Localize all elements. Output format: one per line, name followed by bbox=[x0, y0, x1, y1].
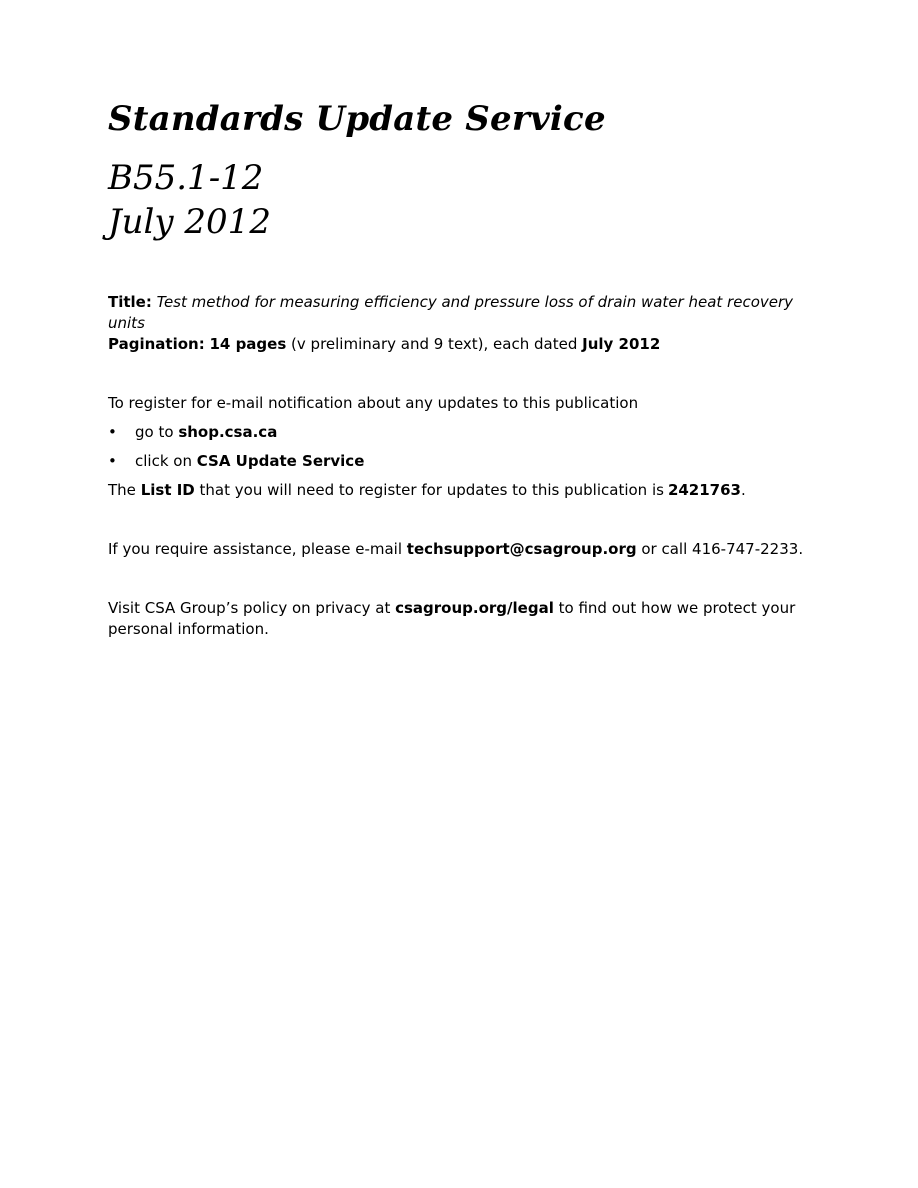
document-page bbox=[108, 96, 808, 640]
support-phone: 416-747-2233 bbox=[692, 540, 799, 558]
pagination-label: Pagination: bbox=[108, 335, 205, 353]
update-service-link[interactable]: CSA Update Service bbox=[196, 452, 365, 470]
assistance-prefix: If you require assistance, please e-mail bbox=[108, 540, 402, 558]
title-text: Test method for measuring efficiency and pressure loss of drain water heat recovery units bbox=[108, 293, 794, 332]
title-label: Title: bbox=[108, 293, 152, 311]
edition-date: July 2012 bbox=[108, 202, 271, 242]
title-block bbox=[108, 292, 808, 355]
list-id-end: . bbox=[741, 481, 746, 499]
bullet: • bbox=[108, 423, 117, 441]
title-line bbox=[108, 292, 808, 334]
assistance-middle: or call bbox=[641, 540, 688, 558]
privacy-link[interactable]: csagroup.org/legal bbox=[395, 599, 554, 617]
list-id-label: List ID bbox=[140, 481, 195, 499]
privacy-suffix: to find out how we protect your personal information. bbox=[108, 599, 796, 638]
pagination-line bbox=[108, 334, 808, 355]
list-id-prefix: The bbox=[108, 481, 136, 499]
pagination-pages: 14 pages bbox=[209, 335, 287, 353]
shop-link[interactable]: shop.csa.ca bbox=[178, 423, 278, 441]
register-intro: To register for e-mail notification about any updates to this publication bbox=[108, 394, 639, 412]
page-heading: Standards Update Service bbox=[108, 99, 606, 139]
list-item bbox=[108, 451, 808, 472]
pagination-detail: (v preliminary and 9 text), each dated bbox=[291, 335, 578, 353]
step1-prefix: go to bbox=[135, 423, 174, 441]
privacy-line bbox=[108, 598, 808, 640]
assistance-line bbox=[108, 539, 808, 560]
list-id-middle: that you will need to register for updates to this publication is bbox=[199, 481, 664, 499]
list-id-line bbox=[108, 480, 808, 501]
bullet: • bbox=[108, 452, 117, 470]
register-steps bbox=[108, 422, 808, 472]
step2-prefix: click on bbox=[135, 452, 192, 470]
list-item bbox=[108, 422, 808, 443]
privacy-prefix: Visit CSA Group’s policy on privacy at bbox=[108, 599, 391, 617]
support-email-link[interactable]: techsupport@csagroup.org bbox=[406, 540, 637, 558]
assistance-end: . bbox=[798, 540, 804, 558]
standard-designation: B55.1-12 bbox=[108, 158, 264, 198]
list-id-value: 2421763 bbox=[667, 481, 741, 499]
pagination-date: July 2012 bbox=[582, 335, 661, 353]
